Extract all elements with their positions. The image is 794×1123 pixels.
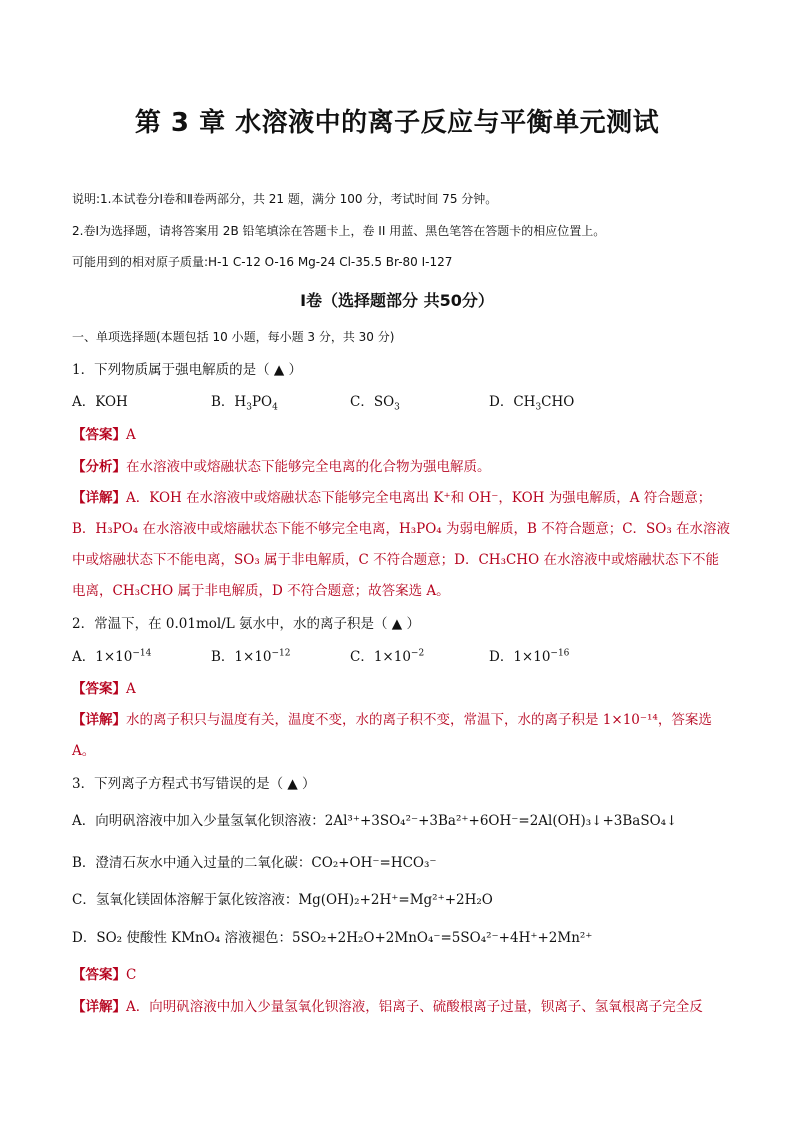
- q1-detail-2: B．H₃PO₄ 在水溶液中或熔融状态下能不够完全电离，H₃PO₄ 为弱电解质，B 不符合题意；C．SO₃ 在水溶液: [72, 521, 731, 537]
- q2-answer-value: A: [126, 681, 136, 697]
- section-title: Ⅰ卷（选择题部分 共50分）: [300, 291, 494, 310]
- q1-option-d: D．$CH_3CHO$: [489, 394, 575, 413]
- q2-option-d: D．$1\times 10^{-16}$: [489, 648, 570, 665]
- answer-tag: 【答案】: [72, 967, 126, 983]
- detail-tag: 【详解】: [72, 490, 126, 506]
- q1-option-a: A．KOH: [72, 394, 128, 410]
- q1-option-c: C．$SO_3$: [350, 394, 400, 413]
- q3-stem: 3．下列离子方程式书写错误的是（ ▲ ）: [72, 776, 316, 792]
- q1-detail-text-1: A．KOH 在水溶液中或熔融状态下能够完全电离出 K⁺和 OH⁻，KOH 为强电解质，A 符合题意；: [126, 490, 712, 506]
- answer-tag: 【答案】: [72, 427, 126, 443]
- q3-answer: [72, 963, 732, 983]
- note-2: 2.卷Ⅰ为选择题，请将答案用 2B 铅笔填涂在答题卡上，卷 II 用蓝、黑色笔答在答题卡的相应位置上。: [72, 224, 606, 238]
- q3-option-d: D．SO₂ 使酸性 KMnO₄ 溶液褪色：5SO₂+2H₂O+2MnO₄⁻=5SO₄²⁻+4H⁺+2Mn²⁺: [72, 930, 593, 946]
- q1-detail-3: 中或熔融状态下不能电离，SO₃ 属于非电解质，C 不符合题意；D．CH₃CHO 在水溶液中或熔融状态下不能: [72, 552, 719, 568]
- detail-tag: 【详解】: [72, 999, 126, 1015]
- q3-option-a: A．向明矾溶液中加入少量氢氧化钡溶液：2Al³⁺+3SO₄²⁻+3Ba²⁺+6OH⁻=2Al(OH)₃↓+3BaSO₄↓: [72, 813, 678, 829]
- note-1: 说明:1.本试卷分Ⅰ卷和Ⅱ卷两部分，共 21 题，满分 100 分，考试时间 75 分钟。: [72, 192, 498, 206]
- q1-stem: 1．下列物质属于强电解质的是（ ▲ ）: [72, 362, 303, 378]
- q2-option-b: B．$1\times 10^{-12}$: [211, 648, 291, 665]
- q2-detail-2: A。: [72, 743, 96, 759]
- part-title: 一、单项选择题(本题包括 10 小题，每小题 3 分，共 30 分): [72, 330, 395, 344]
- q2-options: [72, 645, 732, 665]
- q2-option-a: A．$1\times 10^{-14}$: [72, 648, 152, 665]
- q3-detail-1: [72, 995, 732, 1015]
- q1-option-b: B．$H_3PO_4$: [211, 394, 278, 413]
- q1-detail-4: 电离，CH₃CHO 属于非电解质，D 不符合题意；故答案选 A。: [72, 583, 450, 599]
- page-title: 第 3 章 水溶液中的离子反应与平衡单元测试: [134, 108, 660, 138]
- q2-stem: 2．常温下，在 0.01mol/L 氨水中，水的离子积是（ ▲ ）: [72, 616, 420, 632]
- q2-option-c: C．$1\times 10^{-2}$: [350, 648, 425, 665]
- q1-options: [72, 390, 732, 413]
- q2-detail-text-1: 水的离子积只与温度有关，温度不变，水的离子积不变，常温下，水的离子积是 1×10⁻¹⁴，答案选: [126, 712, 712, 728]
- analysis-tag: 【分析】: [72, 459, 126, 475]
- q2-detail-1: [72, 708, 732, 728]
- answer-tag: 【答案】: [72, 681, 126, 697]
- detail-tag: 【详解】: [72, 712, 126, 728]
- q1-analysis: [72, 455, 732, 475]
- q1-detail-1: [72, 486, 732, 506]
- q3-option-b: B．澄清石灰水中通入过量的二氧化碳：CO₂+OH⁻=HCO₃⁻: [72, 855, 437, 871]
- q1-answer: [72, 423, 732, 443]
- q1-analysis-text: 在水溶液中或熔融状态下能够完全电离的化合物为强电解质。: [126, 459, 491, 475]
- note-3: 可能用到的相对原子质量:H-1 C-12 O-16 Mg-24 Cl-35.5 Br-80 I-127: [72, 255, 453, 269]
- q1-answer-value: A: [126, 427, 136, 443]
- q3-option-c: C．氢氧化镁固体溶解于氯化铵溶液：Mg(OH)₂+2H⁺=Mg²⁺+2H₂O: [72, 892, 493, 908]
- q3-answer-value: C: [126, 967, 137, 983]
- q3-detail-text-1: A．向明矾溶液中加入少量氢氧化钡溶液，铝离子、硫酸根离子过量，钡离子、氢氧根离子完全反: [126, 999, 703, 1015]
- q2-answer: [72, 677, 732, 697]
